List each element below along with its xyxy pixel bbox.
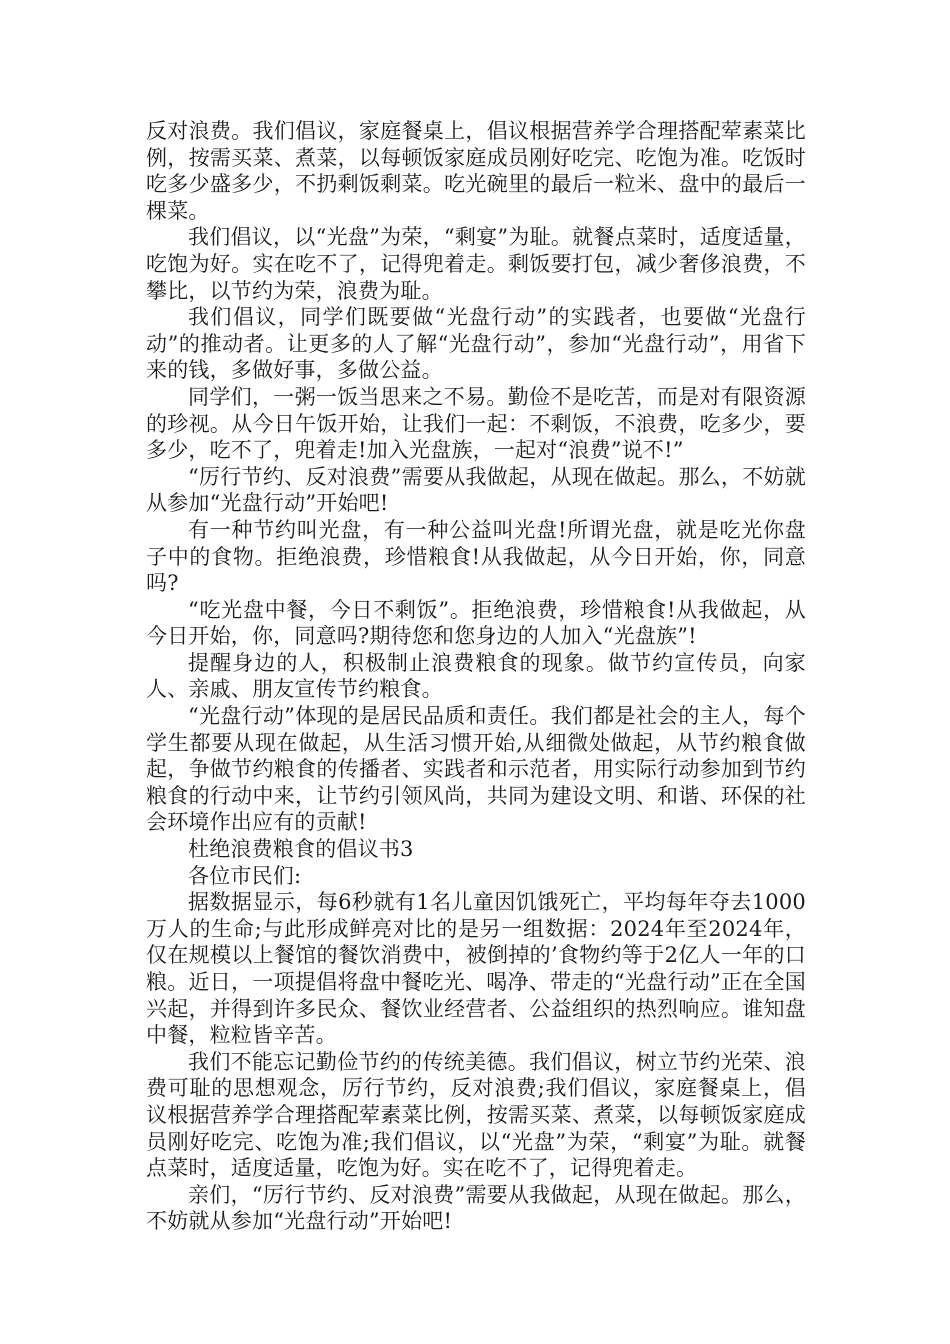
salutation: 各位市民们: — [188, 863, 302, 888]
paragraph-traditional-virtue: 我们不能忘记勤俭节约的传统美德。我们倡议，树立节约光荣、浪费可耻的思想观念，厉行节约，反对浪费;我们倡议，家庭餐桌上，倡议根据营养学合理搭配荤素菜比例，按需买菜、煮菜，以每顿饭家庭成员刚好吃完、吃饱为准;我们倡议，以“光盘”为荣，“剩宴”为耻。就餐点菜时，适度适量，吃饱为好。实在吃不了，记得兜着走。 — [146, 1049, 806, 1181]
paragraph-closing: 亲们，“厉行节约、反对浪费”需要从我做起，从现在做起。那么，不妨就从参加“光盘行动”开始吧! — [146, 1182, 806, 1234]
paragraph-responsibility: “光盘行动”体现的是居民品质和责任。我们都是社会的主人，每个学生都要从现在做起，从生活习惯开始,从细微处做起，从节约粮食做起，争做节约粮食的传播者、实践者和示范者，用实际行动参加到节约粮食的行动中来，让节约引领风尚，共同为建设文明、和谐、环保的社会环境作出应有的贡献! — [146, 704, 806, 835]
paragraph-students-cherish: 同学们，一粥一饭当思来之不易。勤俭不是吃苦，而是对有限资源的珍视。从今日午饭开始，让我们一起：不剩饭，不浪费，吃多少，要多少，吃不了，兜着走!加入光盘族，一起对“浪费”说不!” — [146, 384, 806, 463]
paragraph-students-practice: 我们倡议，同学们既要做“光盘行动”的实践者，也要做“光盘行动”的推动者。让更多的人了解“光盘行动”，参加“光盘行动”，用省下来的钱，多做好事，多做公益。 — [146, 305, 806, 383]
paragraph-what-is-guangpan: 有一种节约叫光盘，有一种公益叫光盘!所谓光盘，就是吃光你盘子中的食物。拒绝浪费，珍惜粮食!从我做起，从今日开始，你，同意吗? — [146, 517, 806, 596]
paragraph-continuation: 反对浪费。我们倡议，家庭餐桌上，倡议根据营养学合理搭配荤素菜比例，按需买菜、煮菜，以每顿饭家庭成员刚好吃完、吃饱为准。吃饭时吃多少盛多少，不扔剩饭剩菜。吃光碗里的最后一粒米、盘中的最后一棵菜。 — [146, 119, 806, 223]
paragraph-slogan: “吃光盘中餐，今日不剩饭”。拒绝浪费，珍惜粮食!从我做起，从今日开始，你，同意吗?期待您和您身边的人加入“光盘族”! — [146, 597, 806, 649]
document-body — [146, 118, 806, 1235]
paragraph-statistics: 据数据显示，每6秒就有1名儿童因饥饿死亡，平均每年夺去1000万人的生命;与此形成鲜亮对比的是另一组数据：2024年至2024年，仅在规模以上餐馆的餐饮消费中，被倒掉的’食物约等于2亿人一年的口粮。近日，一项提倡将盘中餐吃光、喝净、带走的“光盘行动”正在全国兴起，并得到许多民众、餐饮业经营者、公益组织的热烈响应。谁知盘中餐，粒粒皆辛苦。 — [146, 890, 806, 1048]
paragraph-start-now: “厉行节约、反对浪费”需要从我做起，从现在做起。那么，不妨就从参加“光盘行动”开始吧! — [146, 464, 806, 516]
section-heading: 杜绝浪费粮食的倡议书3 — [188, 837, 414, 862]
paragraph-guangpan-honor: 我们倡议，以“光盘”为荣，“剩宴”为耻。就餐点菜时，适度适量，吃饱为好。实在吃不了，记得兜着走。剩饭要打包，减少奢侈浪费，不攀比，以节约为荣，浪费为耻。 — [146, 225, 806, 303]
paragraph-remind-others: 提醒身边的人，积极制止浪费粮食的现象。做节约宣传员，向家人、亲戚、朋友宣传节约粮食。 — [146, 650, 806, 702]
